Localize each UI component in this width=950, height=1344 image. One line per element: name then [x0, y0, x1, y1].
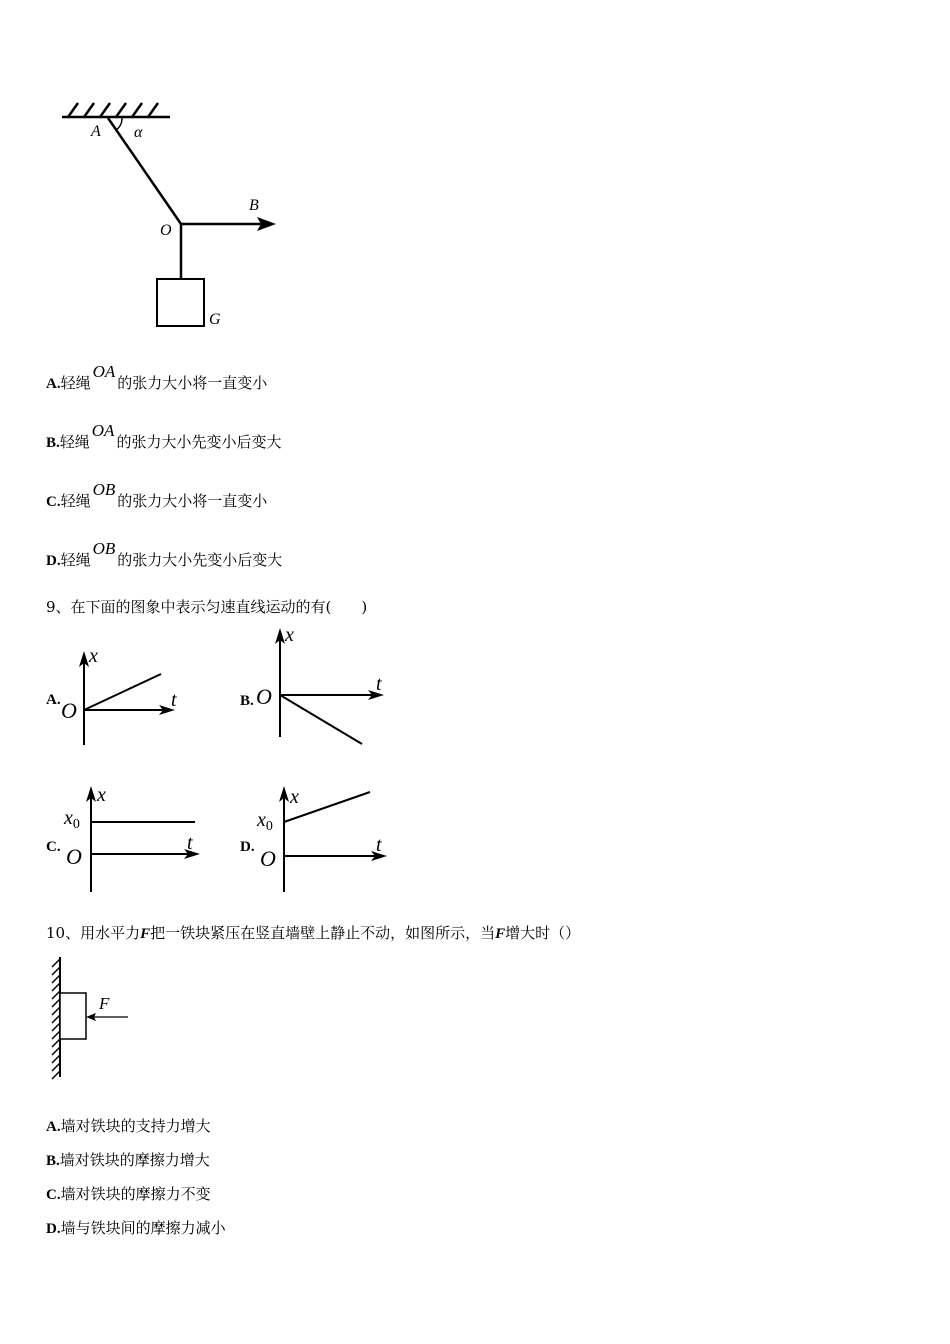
option-text-pre: 轻绳 [60, 551, 91, 569]
q10-stem [46, 922, 580, 943]
graph-b[interactable] [252, 622, 402, 750]
q10-stem-b: 把一铁块紧压在竖直墙壁上静止不动，如图所示，当 [150, 924, 496, 942]
graph-c-origin: O [66, 844, 82, 869]
graph-c[interactable] [60, 780, 205, 896]
rope-symbol: OB [92, 480, 116, 499]
graph-c-x0-label: $x_0$ [64, 807, 80, 832]
option-letter: C. [46, 494, 61, 510]
option-text-post: 的张力大小将一直变小 [117, 492, 268, 510]
weight-g [157, 279, 204, 326]
graph-d-x0-label: $x_0$ [257, 809, 273, 834]
option-text-pre: 轻绳 [60, 374, 91, 392]
option-text-post: 的张力大小先变小后变大 [117, 551, 283, 569]
iron-block [60, 993, 86, 1039]
graph-a[interactable] [58, 645, 198, 750]
option-text: 墙对铁块的摩擦力增大 [59, 1151, 210, 1169]
q10-option-b[interactable] [46, 1149, 210, 1170]
option-text-post: 的张力大小将一直变小 [117, 374, 268, 392]
graph-a-x-label: x [89, 645, 98, 667]
option-letter: D. [46, 553, 61, 569]
rope-symbol: OA [91, 421, 115, 440]
graph-b-t-label: t [376, 673, 382, 695]
graph-d-x-label: x [290, 786, 299, 808]
ceiling [62, 103, 170, 117]
label-g: G [209, 311, 221, 328]
label-b: B [249, 197, 259, 214]
graph-d-label[interactable]: D. [240, 839, 255, 855]
option-letter: C. [46, 1187, 61, 1203]
option-text-pre: 轻绳 [59, 433, 90, 451]
rope-symbol: OA [92, 362, 116, 381]
q8-option-b[interactable] [46, 421, 282, 452]
q10-option-c[interactable] [46, 1183, 211, 1204]
q8-option-d[interactable] [46, 539, 283, 570]
q10-stem-a: 10、用水平力 [46, 924, 141, 942]
graph-d-t-label: t [376, 834, 382, 856]
graph-a-origin: O [61, 698, 77, 723]
q8-option-a[interactable] [46, 362, 268, 393]
rope-diagram [50, 90, 290, 340]
label-alpha: α [134, 124, 143, 141]
graph-c-t-label: t [187, 832, 193, 854]
graph-a-line [84, 674, 161, 710]
force-f-symbol: F [140, 926, 151, 942]
label-a: A [91, 123, 101, 140]
option-letter: A. [46, 1119, 61, 1135]
graph-c-label[interactable]: C. [46, 839, 61, 855]
option-letter: B. [46, 435, 60, 451]
angle-arc [116, 118, 122, 130]
graph-a-t-label: t [171, 689, 177, 711]
wall-block-diagram [46, 955, 146, 1083]
graph-d[interactable] [255, 780, 395, 896]
q9-stem: 9、在下面的图象中表示匀速直线运动的有( ) [46, 598, 368, 616]
option-text: 墙对铁块的摩擦力不变 [60, 1185, 211, 1203]
option-text-pre: 轻绳 [60, 492, 91, 510]
graph-c-x-label: x [97, 784, 106, 806]
label-o: O [160, 222, 172, 239]
q10-option-a[interactable] [46, 1115, 211, 1136]
wall-hatching [52, 959, 60, 1079]
force-f-symbol: F [495, 926, 506, 942]
graph-b-x-label: x [285, 624, 294, 646]
option-text: 墙对铁块的支持力增大 [60, 1117, 211, 1135]
graph-d-origin: O [260, 846, 276, 871]
option-text: 墙与铁块间的摩擦力减小 [60, 1219, 226, 1237]
q8-option-c[interactable] [46, 480, 268, 511]
rope-symbol: OB [92, 539, 116, 558]
option-letter: B. [46, 1153, 60, 1169]
option-text-post: 的张力大小先变小后变大 [116, 433, 282, 451]
option-letter: D. [46, 1221, 61, 1237]
option-letter: A. [46, 376, 61, 392]
graph-b-line [280, 695, 362, 744]
q10-option-d[interactable] [46, 1217, 226, 1238]
graph-b-origin: O [256, 684, 272, 709]
rope-oa [108, 118, 181, 224]
force-f-label: F [99, 994, 110, 1013]
graph-a-label[interactable]: A. [46, 692, 61, 708]
q10-stem-c: 增大时（） [505, 924, 581, 942]
graph-b-label[interactable]: B. [240, 693, 254, 709]
